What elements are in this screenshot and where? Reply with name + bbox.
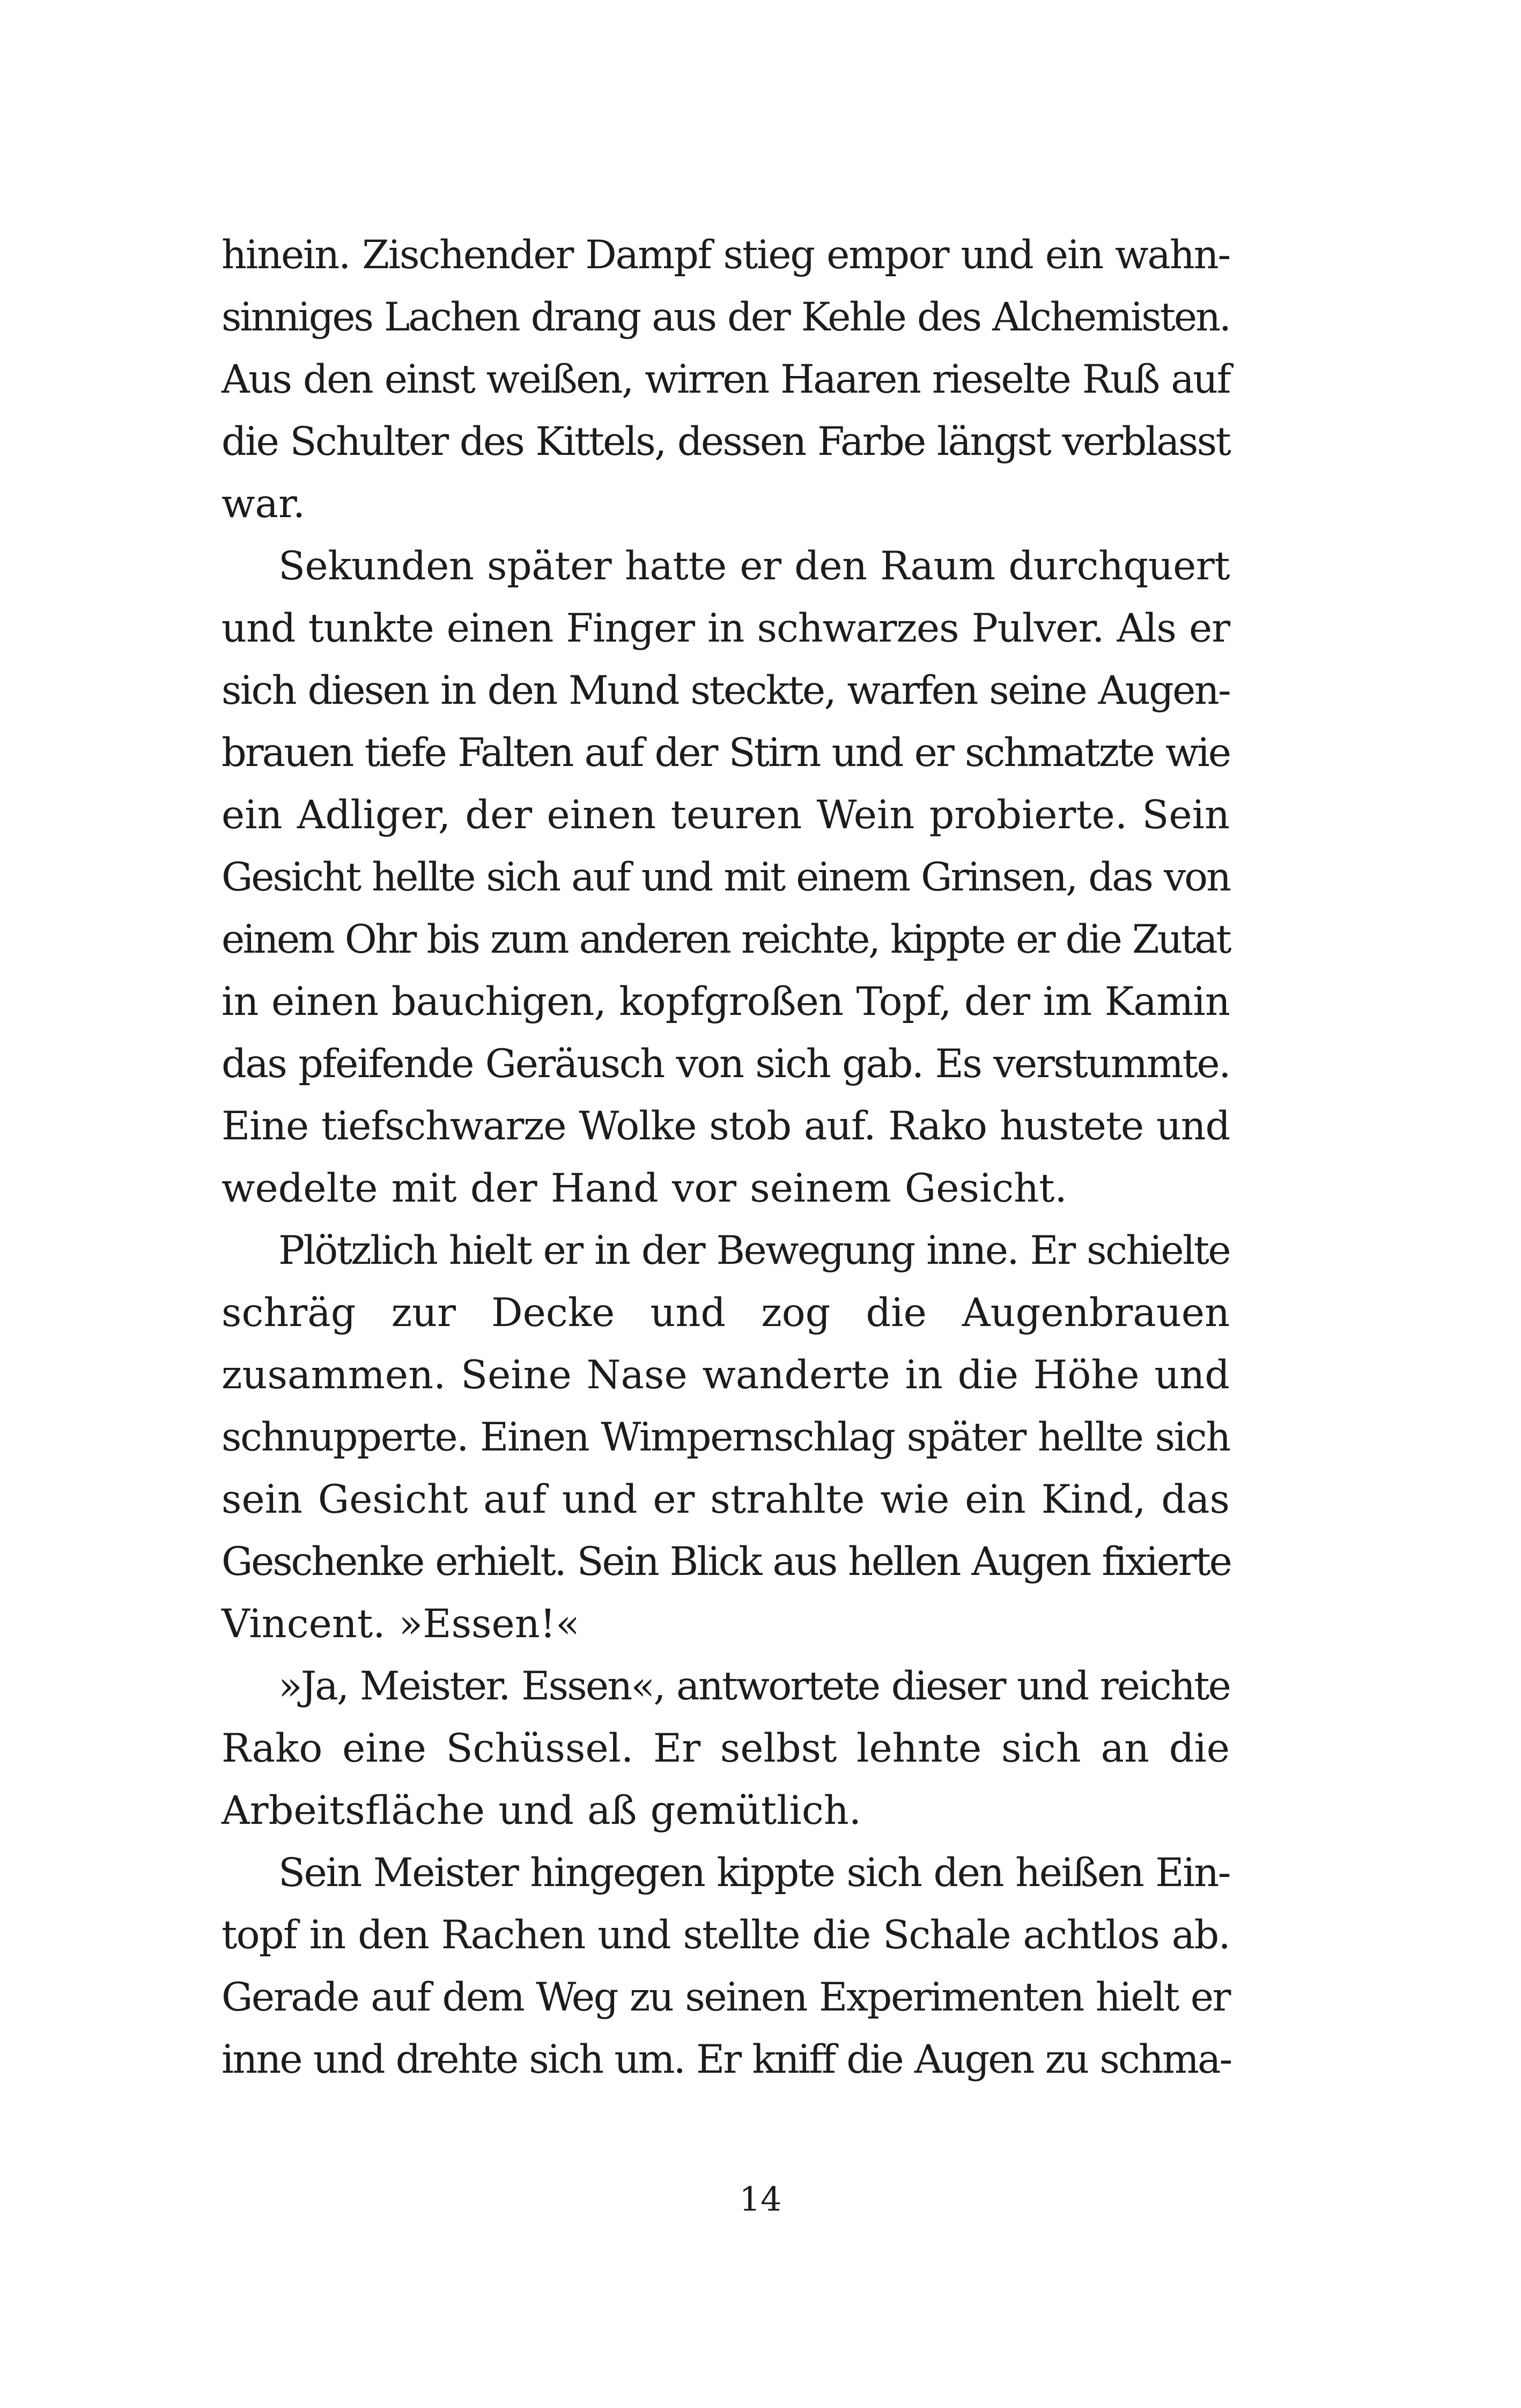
text-line: einem Ohr bis zum anderen reichte, kippte er die Zutat: [221, 917, 1230, 962]
text-line: schräg zur Decke und zog die Augenbrauen: [221, 1290, 1230, 1336]
text-line: Rako eine Schüssel. Er selbst lehnte sich an die: [221, 1726, 1230, 1771]
text-line: Gesicht hellte sich auf und mit einem Grinsen, das von: [221, 855, 1230, 900]
text-line: sinniges Lachen drang aus der Kehle des Alchemisten.: [221, 294, 1230, 340]
text-line: in einen bauchigen, kopfgroßen Topf, der im Kamin: [221, 979, 1230, 1025]
text-line: topf in den Rachen und stellte die Schale achtlos ab.: [221, 1912, 1230, 1958]
body-text: [221, 224, 1230, 2091]
text-line: »Ja, Meister. Essen«, antwortete dieser und reichte: [278, 1663, 1230, 1709]
text-line: Geschenke erhielt. Sein Blick aus hellen Augen fixierte: [221, 1539, 1231, 1585]
text-line: Arbeitsfläche und aß gemütlich.: [221, 1788, 861, 1833]
text-line: Sekunden später hatte er den Raum durchquert: [278, 543, 1230, 589]
text-line: Gerade auf dem Weg zu seinen Experimenten hielt er: [221, 1975, 1230, 2020]
text-line: war.: [221, 481, 306, 527]
text-line: Sein Meister hingegen kippte sich den heißen Ein-: [278, 1850, 1230, 1896]
text-line: ein Adliger, der einen teuren Wein probierte. Sein: [221, 792, 1230, 838]
text-line: die Schulter des Kittels, dessen Farbe längst verblasst: [221, 419, 1230, 465]
text-line: das pfeifende Geräusch von sich gab. Es verstummte.: [221, 1041, 1230, 1087]
text-line: sich diesen in den Mund steckte, warfen seine Augen-: [221, 668, 1230, 713]
text-line: sein Gesicht auf und er strahlte wie ein Kind, das: [221, 1477, 1230, 1522]
text-line: hinein. Zischender Dampf stieg empor und ein wahn-: [221, 232, 1230, 278]
text-line: schnupperte. Einen Wimpernschlag später hellte sich: [221, 1415, 1230, 1460]
text-line: und tunkte einen Finger in schwarzes Pulver. Als er: [221, 606, 1230, 651]
text-line: zusammen. Seine Nase wanderte in die Höhe und: [221, 1352, 1230, 1398]
text-line: wedelte mit der Hand vor seinem Gesicht.: [221, 1166, 1067, 1211]
text-line: Aus den einst weißen, wirren Haaren rieselte Ruß auf: [221, 357, 1230, 402]
text-line: Plötzlich hielt er in der Bewegung inne. Er schielte: [278, 1228, 1230, 1273]
text-line: Vincent. »Essen!«: [221, 1601, 580, 1647]
text-line: inne und drehte sich um. Er kniff die Augen zu schma-: [221, 2037, 1231, 2082]
page-number: 14: [739, 2179, 782, 2219]
text-line: brauen tiefe Falten auf der Stirn und er schmatzte wie: [221, 730, 1230, 776]
text-line: Eine tiefschwarze Wolke stob auf. Rako hustete und: [221, 1103, 1230, 1149]
